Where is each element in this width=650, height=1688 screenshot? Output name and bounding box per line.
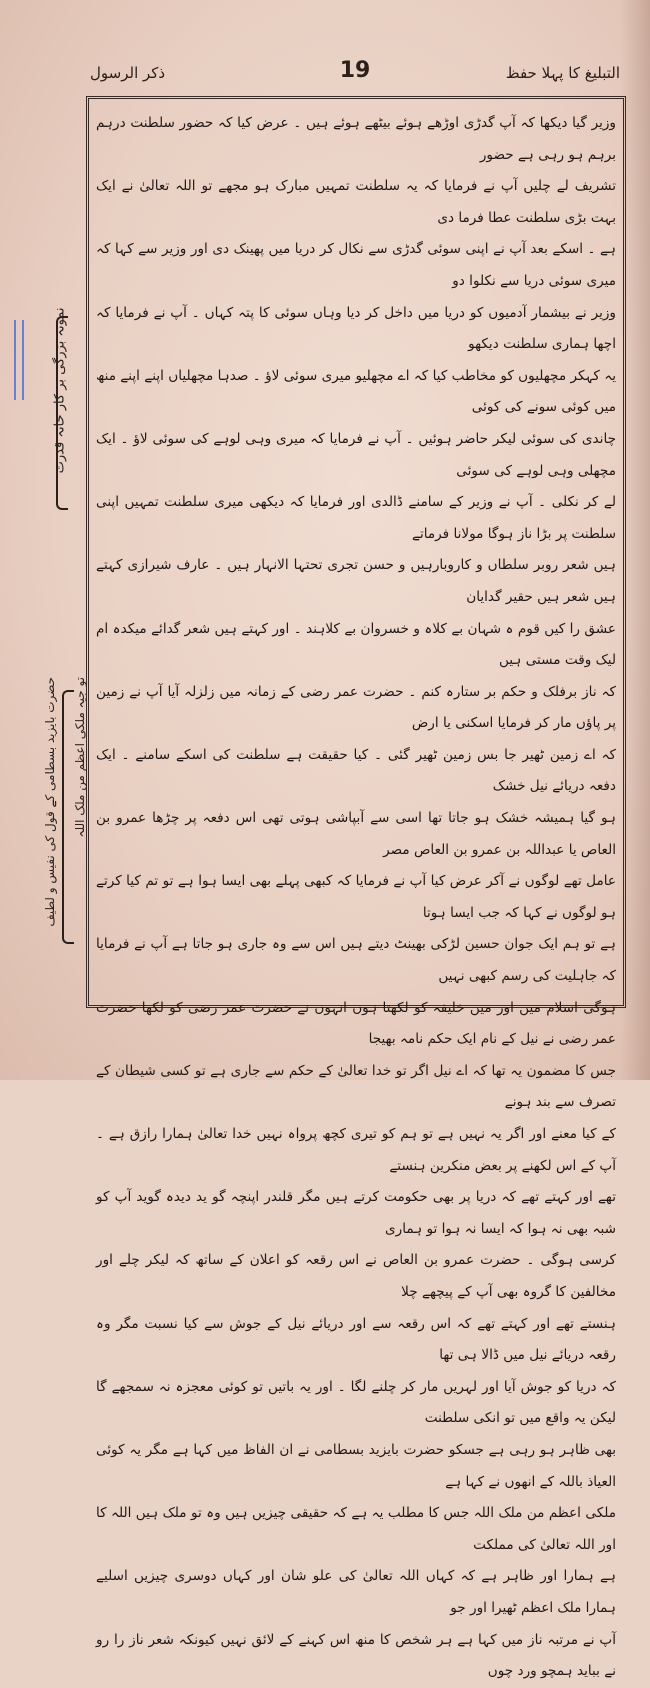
text-line: آپ نے مرتبہ ناز میں کہا ہے ہر شخص کا منھ اس کہنے کے لائق نہیں کیونکہ شعر ناز را رو نے بباید ہمچو ورد چوں	[96, 1631, 616, 1680]
margin-note-3: تو جیہ ملکی اعظم من ملک اللہ	[73, 677, 87, 838]
text-line: بھی ظاہر ہو رہی ہے جسکو حضرت بایزید بسطامی نے ان الفاظ میں کہا ہے مگر یہ کوئی العیاذ باللہ کے انھوں نے کہا ہے	[96, 1441, 616, 1490]
text-line: جس کا مضمون یہ تھا کہ اے نیل اگر تو خدا تعالیٰ کے حکم سے جاری ہے تو کسی شیطان کے تصرف سے بند ہونے	[96, 1062, 616, 1111]
text-line: یہ کہکر مچھلیوں کو مخاطب کیا کہ اے مچھلیو میری سوئی لاؤ ۔ صدہا مچھلیاں اپنے اپنے منھ میں کوئی سونے کی کوئی	[96, 367, 616, 416]
running-title-book: التبلیغ کا پہلا حفظ	[505, 64, 620, 82]
page-number: 19	[339, 58, 371, 83]
text-line: ہوگی اسلام میں اور میں خلیفہ کو لکھتا ہوں انہوں نے حضرت عمر رضی کو لکھا حضرت عمر رضی نے نیل کے نام ایک حکم نامہ بھیجا	[96, 999, 616, 1048]
margin-note-2: حضرت بایزید بسطامی کے قول کی نفیس و لطیف	[43, 677, 57, 927]
text-line: وزیر گیا دیکھا کہ آپ گدڑی اوڑھے ہوئے بیٹھے ہوئے ہیں ۔ عرض کیا کہ حضور سلطنت درہم برہم ہو رہی ہے حضور	[96, 115, 616, 163]
text-line: ہو گیا ہمیشہ خشک ہو جاتا تھا اسی سے آبپاشی ہوتی تھی اس دفعہ پر چڑھا عمرو بن العاص یا عبداللہ بن عمرو بن العاص مصر	[96, 810, 616, 858]
text-line: ہے ہمارا اور ظاہر ہے کہ کہاں اللہ تعالیٰ کی علو شان اور کہاں دوسری چیزیں اسلیے ہمارا ملک اعظم ٹھیرا اور جو	[96, 1568, 616, 1616]
margin-note-1: نمونہ بزرگی بر کار خانہ قدرت	[52, 307, 68, 474]
text-line: تھے اور کہتے تھے کہ دریا پر بھی حکومت کرتے ہیں مگر قلندر اپنچہ گو ید دیدہ گوید آپ کو شبہ بھی نہ ہوا کہ ایسا نہ ہوا تو ہماری	[96, 1189, 616, 1237]
text-line: عشق را کیں قوم ہ شہان بے کلاہ و خسروان بے کلاہند ۔ اور کہتے ہیں شعر گدائے میکدہ ام لیک وقت مستی ہیں	[96, 620, 616, 669]
text-line: کہ ناز برفلک و حکم بر ستارہ کنم ۔ حضرت عمر رضی کے زمانہ میں زلزلہ آیا آپ نے زمین پر پاؤں مار کر فرمایا اسکنی یا ارض	[96, 683, 616, 732]
text-line: تشریف لے چلیں آپ نے فرمایا کہ یہ سلطنت تمہیں مبارک ہو مجھے تو اللہ تعالیٰ نے ایک بہت بڑی سلطنت عطا فرما دی	[96, 178, 616, 226]
running-title-chapter: ذکر الرسول	[90, 64, 166, 82]
text-line: ہیں شعر روبر سلطاں و کاروبارہیں و حسن تجری تحتہا الانہار ہیں ۔ عارف شیرازی کہتے ہیں شعر ہیں حقیر گدایان	[96, 557, 616, 605]
text-line: لے کر نکلی ۔ آپ نے وزیر کے سامنے ڈالدی اور فرمایا کہ دیکھی میری سلطنت تمہیں اپنی سلطنت پر بڑا ناز ہوگا مولانا فرماتے	[96, 494, 616, 542]
page-header	[90, 60, 620, 90]
text-line: کہ دریا کو جوش آیا اور لہریں مار کر چلنے لگا ۔ اور یہ باتیں تو کوئی معجزہ نہ سمجھے گا لیکن یہ واقع میں تو انکی سلطنت	[96, 1378, 616, 1427]
text-line: ملکی اعظم من ملک اللہ جس کا مطلب یہ ہے کہ حقیقی چیزیں ہیں وہ تو ملک ہیں اللہ کا اور اللہ تعالیٰ کی مملکت	[96, 1505, 616, 1553]
text-line: کہ اے زمین ٹھیر جا بس زمین ٹھیر گئی ۔ کیا حقیقت ہے سلطنت کی اسکے سامنے ۔ ایک دفعہ دریائے نیل خشک	[96, 746, 616, 795]
ink-margin-mark	[14, 320, 24, 400]
text-line: ہے ۔ اسکے بعد آپ نے اپنی سوئی گدڑی سے نکال کر دریا میں پھینک دی اور وزیر سے کہا کہ میری سوئی دریا سے نکلوا دو	[96, 241, 616, 289]
text-line: وزیر نے بیشمار آدمیوں کو دریا میں داخل کر دیا وہاں سوئی کا پتہ کہاں ۔ آپ نے فرمایا کہ اچھا ہماری سلطنت دیکھو	[96, 304, 616, 353]
text-line: ہنستے تھے اور کہتے تھے کہ اس رقعہ سے اور دریائے نیل کے جوش سے کیا نسبت مگر وہ رقعہ دریائے نیل میں ڈالا ہی تھا	[96, 1315, 616, 1364]
text-line: چاندی کی سوئی لیکر حاضر ہوئیں ۔ آپ نے فرمایا کہ میری وہی لوہے کی سوئی لاؤ ۔ ایک مچھلی وہی لوہے کی سوئی	[96, 430, 616, 479]
text-line: کے کیا معنے اور اگر یہ نہیں ہے تو ہم کو تیری کچھ پرواہ نہیں خدا تعالیٰ ہمارا رازق ہے ۔ آپ کے اس لکھنے پر بعض منکرین ہنستے	[96, 1126, 616, 1174]
text-line: کرسی ہوگی ۔ حضرت عمرو بن العاص نے اس رقعہ کو اعلان کے ساتھ کہ لیکر چلے اور مخالفین کا گروہ بھی آپ کے پیچھے چلا	[96, 1252, 616, 1300]
text-line: ہے تو ہم ایک جوان حسین لڑکی بھینٹ دیتے ہیں اس سے وہ جاری ہو جاتا ہے آپ نے فرمایا کہ جاہلیت کی رسم کبھی نہیں	[96, 936, 616, 985]
text-line: عامل تھے لوگوں نے آکر عرض کیا آپ نے فرمایا کہ کبھی پہلے بھی ایسا ہوا ہے تو تم کیا کرتے ہو لوگوں نے کہا کہ جب ایسا ہوتا	[96, 873, 616, 921]
main-text-block	[96, 108, 616, 1680]
